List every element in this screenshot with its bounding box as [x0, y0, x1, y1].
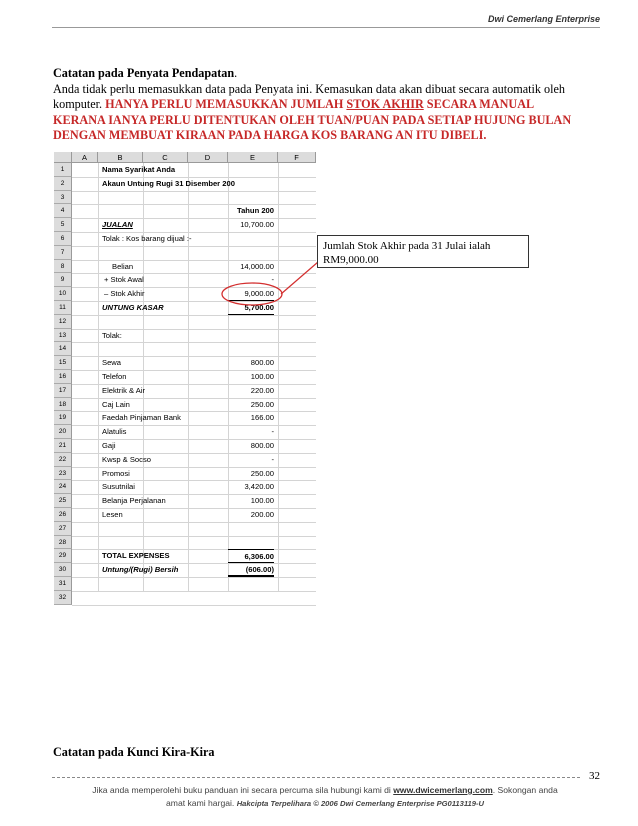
- stok-akhir-value: 9,000.00: [228, 287, 274, 301]
- expense-value: 100.00: [250, 372, 274, 381]
- expense-label: Lesen: [102, 510, 123, 519]
- expense-label: Kwsp & Socso: [102, 454, 151, 464]
- row-header: 29: [54, 549, 72, 563]
- expense-label: Gaji: [102, 441, 116, 450]
- untung-rugi-value: (606.00): [228, 563, 274, 577]
- column-header-d: D: [188, 152, 228, 163]
- expense-value: 166.00: [250, 413, 274, 423]
- row-header: 25: [54, 494, 72, 508]
- tolak-kos-label: Tolak : Kos barang dijual :-: [102, 234, 192, 243]
- row-header: 22: [54, 453, 72, 467]
- untung-rugi-label: Untung/(Rugi) Bersih: [102, 565, 179, 575]
- tolak-label: Tolak:: [102, 330, 122, 340]
- row-header: 16: [54, 370, 72, 384]
- footer-copyright: Hakcipta Terpelihara © 2006 Dwi Cemerlang Enterprise PG0113119-U: [236, 799, 484, 808]
- expense-label: Faedah Pinjaman Bank: [102, 413, 181, 423]
- company-name-cell: Nama Syarikat Anda: [102, 165, 176, 174]
- expense-value: -: [271, 427, 274, 437]
- expense-label: Elektrik & Air: [102, 385, 146, 395]
- report-title-cell: Akaun Untung Rugi 31 Disember 200: [102, 178, 235, 188]
- section-heading-penyata: Catatan pada Penyata Pendapatan: [53, 66, 235, 80]
- year-header-cell: Tahun 200: [237, 206, 274, 216]
- expense-value: 250.00: [250, 399, 274, 409]
- row-header: 24: [54, 480, 72, 494]
- row-header: 26: [54, 508, 72, 522]
- row-header: 7: [54, 246, 72, 260]
- expense-value: 200.00: [250, 510, 274, 519]
- expense-value: 800.00: [250, 358, 274, 368]
- row-header: 11: [54, 301, 72, 315]
- grid-line: [72, 605, 316, 606]
- column-header-c: C: [143, 152, 188, 163]
- row-header: 1: [54, 163, 72, 177]
- row-header: 5: [54, 218, 72, 232]
- row-header: 14: [54, 342, 72, 356]
- section-heading-kunci-kira-kira: Catatan pada Kunci Kira-Kira: [53, 745, 215, 759]
- row-header: 9: [54, 273, 72, 287]
- footer-text-2: . Sokongan anda: [492, 785, 558, 795]
- total-expenses-value: 6,306.00: [228, 549, 274, 563]
- expense-label: Telefon: [102, 372, 127, 381]
- row-header: 12: [54, 315, 72, 329]
- row-header: 21: [54, 439, 72, 453]
- untung-kasar-value: 5,700.00: [228, 301, 274, 315]
- callout-line-2: RM9,000.00: [323, 254, 379, 266]
- expense-value: 100.00: [250, 496, 274, 506]
- column-header-f: F: [278, 152, 316, 163]
- intro-line-3: KERANA IANYA PERLU DITENTUKAN OLEH TUAN/PUAN PADA SETIAP HUJUNG BULAN: [53, 112, 572, 127]
- expense-value: 3,420.00: [244, 482, 274, 492]
- expense-label: Belanja Perjalanan: [102, 496, 166, 506]
- belian-value: 14,000.00: [240, 261, 274, 271]
- expense-label: Alatulis: [102, 427, 127, 437]
- column-header-e: E: [228, 152, 278, 163]
- jualan-label: JUALAN: [102, 220, 133, 230]
- row-header: 27: [54, 522, 72, 536]
- footer-website-link[interactable]: www.dwicemerlang.com: [393, 785, 493, 795]
- row-header: 20: [54, 425, 72, 439]
- row-header: 28: [54, 536, 72, 550]
- spreadsheet-image: [54, 152, 316, 601]
- expense-label: Caj Lain: [102, 399, 130, 409]
- column-header-a: A: [72, 152, 98, 163]
- stok-awal-value: -: [271, 275, 274, 285]
- intro-line-2-red: HANYA PERLU MEMASUKKAN JUMLAH: [105, 97, 347, 111]
- row-header: 30: [54, 563, 72, 577]
- row-header: 6: [54, 232, 72, 246]
- expense-label: Sewa: [102, 358, 121, 368]
- jualan-value: 10,700.00: [240, 220, 274, 230]
- header-rule: [52, 27, 600, 28]
- expense-value: -: [271, 454, 274, 464]
- intro-line-2-plain: komputer.: [53, 97, 106, 111]
- row-header: 15: [54, 356, 72, 370]
- belian-label: Belian: [112, 261, 134, 271]
- row-header: 19: [54, 411, 72, 425]
- column-header-b: B: [98, 152, 143, 163]
- stok-akhir-label: – Stok Akhir: [104, 289, 145, 299]
- expense-label: Promosi: [102, 468, 130, 478]
- stok-akhir-emphasis: STOK AKHIR: [346, 97, 424, 111]
- row-header: 2: [54, 177, 72, 191]
- row-header: 4: [54, 204, 72, 218]
- intro-line-1: Anda tidak perlu memasukkan data pada Penyata ini. Kemasukan data akan dibuat secara automatik oleh: [53, 81, 566, 96]
- row-header: 3: [54, 191, 72, 205]
- row-header: 13: [54, 329, 72, 343]
- expense-value: 220.00: [250, 385, 274, 395]
- intro-line-2: [53, 97, 601, 113]
- highlight-overlay: [54, 152, 316, 592]
- footer-text: [60, 784, 590, 810]
- row-header: 31: [54, 577, 72, 591]
- row-header: 18: [54, 398, 72, 412]
- expense-value: 250.00: [250, 468, 274, 478]
- intro-line-2-red-end: SECARA MANUAL: [423, 97, 535, 111]
- row-header: 8: [54, 260, 72, 274]
- page-number: 32: [589, 770, 600, 782]
- stok-akhir-callout: [317, 235, 529, 268]
- stok-awal-label: + Stok Awal: [104, 275, 144, 285]
- footer-text-1: Jika anda memperolehi buku panduan ini secara percuma sila hubungi kami di: [92, 785, 394, 795]
- expense-label: Susutnilai: [102, 482, 135, 492]
- expense-value: 800.00: [250, 441, 274, 450]
- row-header: 32: [54, 591, 72, 605]
- heading-period: .: [234, 66, 238, 80]
- row-header: 17: [54, 384, 72, 398]
- total-expenses-label: TOTAL EXPENSES: [102, 551, 170, 561]
- row-header: 23: [54, 467, 72, 481]
- highlight-circle: [222, 283, 282, 305]
- intro-paragraph: [53, 66, 601, 144]
- intro-line-4: DENGAN MEMBUAT KIRAAN PADA HARGA KOS BARANG AN ITU DIBELI.: [53, 128, 487, 142]
- row-header: 10: [54, 287, 72, 301]
- untung-kasar-label: UNTUNG KASAR: [102, 303, 164, 312]
- callout-line-1: Jumlah Stok Akhir pada 31 Julai ialah: [323, 240, 491, 252]
- footer-rule: [52, 777, 580, 778]
- brand-header: Dwi Cemerlang Enterprise: [487, 14, 600, 24]
- footer-text-3: amat kami hargai.: [166, 798, 237, 808]
